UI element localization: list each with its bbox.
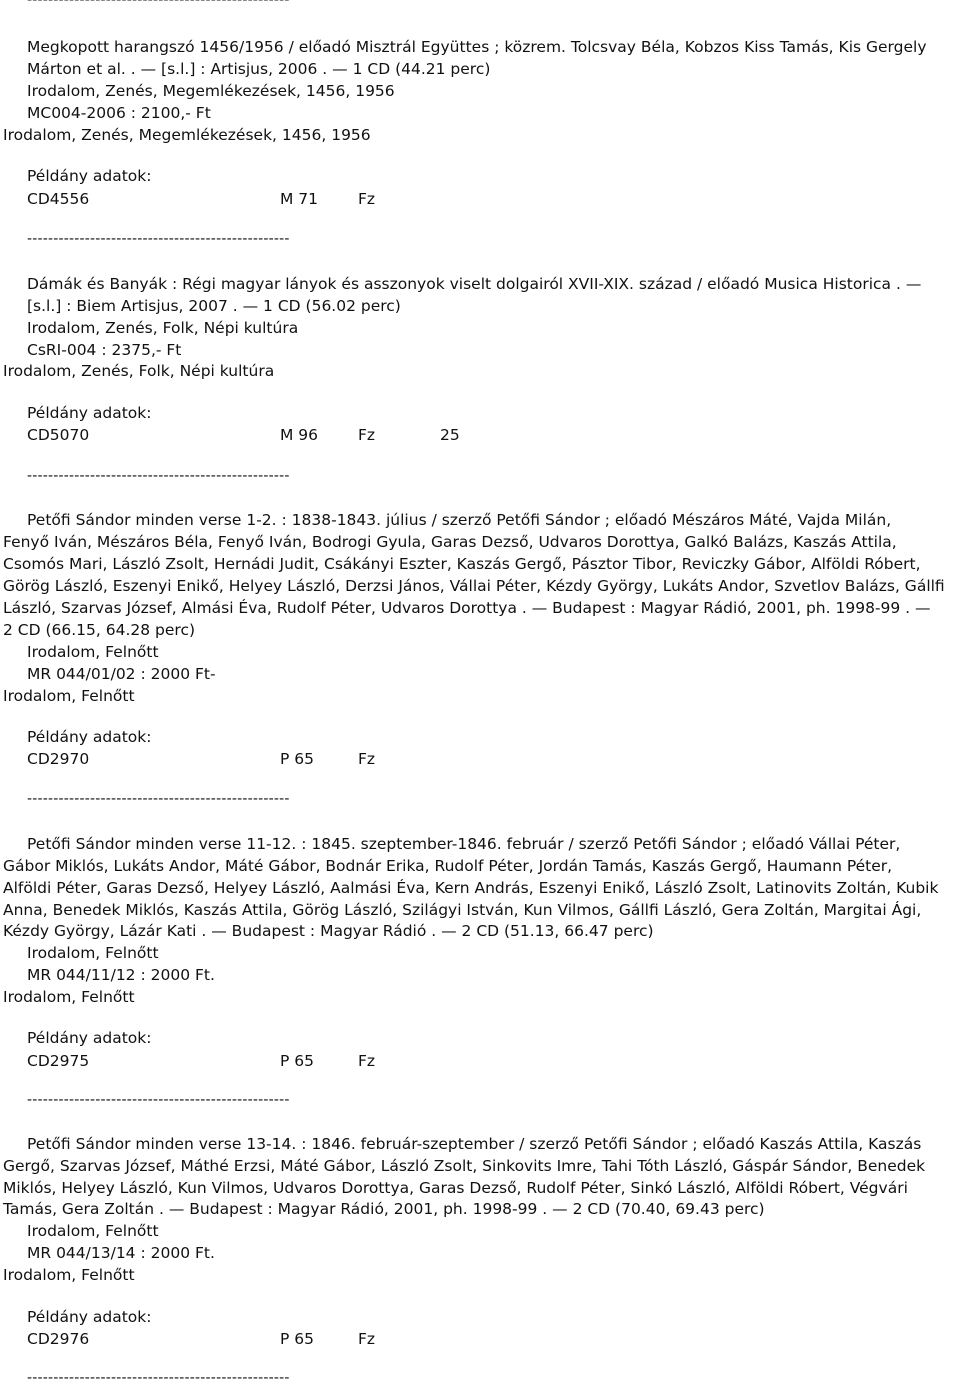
copy-shelf: P 65 — [280, 1052, 314, 1070]
copy-shelf: M 96 — [280, 426, 319, 444]
copy-code: CD2976 — [27, 1330, 90, 1348]
copy-type: Fz — [358, 426, 376, 444]
entry-title-line: Anna, Benedek Miklós, Kaszás Attila, Görög László, Szilágyi István, Kun Vilmos, Gállfi László, Gera Zoltán, Margitai Ági, — [3, 901, 922, 919]
entry-price: MR 044/11/12 : 2000 Ft. — [27, 966, 215, 984]
entry-title-line: Alföldi Péter, Garas Dezső, Helyey László, Aalmási Éva, Kern András, Eszenyi Enikő, László Zsolt, Latinovits Zoltán, Kubik — [3, 879, 939, 897]
entry-title-line: Márton et al. . — [s.l.] : Artisjus, 2006 . — 1 CD (44.21 perc) — [27, 60, 491, 78]
separator-line: -------------------------------------------------- — [27, 791, 290, 807]
separator-line: -------------------------------------------------- — [27, 468, 290, 484]
copy-shelf: P 65 — [280, 1330, 314, 1348]
separator-line: -------------------------------------------------- — [27, 231, 290, 247]
entry-subject-heading: Irodalom, Zenés, Folk, Népi kultúra — [3, 362, 275, 380]
entry-title-line: Petőfi Sándor minden verse 1-2. : 1838-1843. július / szerző Petőfi Sándor ; előadó Mészáros Máté, Vajda Milán, — [27, 511, 892, 529]
entry-price: CsRI-004 : 2375,- Ft — [27, 341, 182, 359]
copy-data-label: Példány adatok: — [27, 167, 152, 185]
copy-type: Fz — [358, 1052, 376, 1070]
copy-code: CD2975 — [27, 1052, 90, 1070]
copy-data-label: Példány adatok: — [27, 404, 152, 422]
entry-subject: Irodalom, Felnőtt — [27, 944, 159, 962]
entry-subject: Irodalom, Felnőtt — [27, 643, 159, 661]
separator-line: -------------------------------------------------- — [27, 1092, 290, 1108]
entry-subject-heading: Irodalom, Felnőtt — [3, 687, 135, 705]
copy-type: Fz — [358, 750, 376, 768]
separator-line: -------------------------------------------------- — [27, 1370, 290, 1386]
entry-title-line: Kézdy György, Lázár Kati . — Budapest : Magyar Rádió . — 2 CD (51.13, 66.47 perc) — [3, 922, 654, 940]
entry-title-line: Miklós, Helyey László, Kun Vilmos, Udvaros Dorottya, Garas Dezső, Rudolf Péter, Sinkó László, Alföldi Róbert, Végvári — [3, 1179, 908, 1197]
entry-title-line: Gergő, Szarvas József, Máthé Erzsi, Máté Gábor, László Zsolt, Sinkovits Imre, Tahi Tóth László, Gáspár Sándor, Benedek — [3, 1157, 926, 1175]
entry-title-line: [s.l.] : Biem Artisjus, 2007 . — 1 CD (56.02 perc) — [27, 297, 401, 315]
copy-type: Fz — [358, 190, 376, 208]
entry-subject-heading: Irodalom, Felnőtt — [3, 988, 135, 1006]
copy-data-label: Példány adatok: — [27, 1029, 152, 1047]
entry-title-line: Petőfi Sándor minden verse 11-12. : 1845. szeptember-1846. február / szerző Petőfi Sándor ; előadó Vállai Péter, — [27, 835, 901, 853]
copy-data-label: Példány adatok: — [27, 728, 152, 746]
entry-title-line: Fenyő Iván, Mészáros Béla, Fenyő Iván, Bodrogi Gyula, Garas Dezső, Udvaros Dorottya, Galkó Balázs, Kaszás Attila, — [3, 533, 897, 551]
entry-title-line: Petőfi Sándor minden verse 13-14. : 1846. február-szeptember / szerző Petőfi Sándor ; előadó Kaszás Attila, Kaszás — [27, 1135, 922, 1153]
separator-line: -------------------------------------------------- — [27, 0, 290, 8]
copy-count: 25 — [440, 426, 460, 444]
copy-type: Fz — [358, 1330, 376, 1348]
entry-title-line: 2 CD (66.15, 64.28 perc) — [3, 621, 196, 639]
copy-data-label: Példány adatok: — [27, 1308, 152, 1326]
entry-subject-heading: Irodalom, Zenés, Megemlékezések, 1456, 1956 — [3, 126, 371, 144]
entry-title-line: Tamás, Gera Zoltán . — Budapest : Magyar Rádió, 2001, ph. 1998-99 . — 2 CD (70.40, 69.43 perc) — [3, 1200, 765, 1218]
copy-shelf: P 65 — [280, 750, 314, 768]
entry-price: MR 044/13/14 : 2000 Ft. — [27, 1244, 215, 1262]
entry-title-line: Görög László, Eszenyi Enikő, Helyey László, Derzsi János, Vállai Péter, Kézdy György, Lukáts Andor, Szvetlov Balázs, Gállfi — [3, 577, 945, 595]
entry-subject: Irodalom, Zenés, Folk, Népi kultúra — [27, 319, 299, 337]
entry-price: MC004-2006 : 2100,- Ft — [27, 104, 211, 122]
entry-title-line: László, Szarvas József, Almási Éva, Rudolf Péter, Udvaros Dorottya . — Budapest : Magyar Rádió, 2001, ph. 1998-99 . — — [3, 599, 931, 617]
entry-subject-heading: Irodalom, Felnőtt — [3, 1266, 135, 1284]
entry-subject: Irodalom, Felnőtt — [27, 1222, 159, 1240]
entry-subject: Irodalom, Zenés, Megemlékezések, 1456, 1956 — [27, 82, 395, 100]
entry-price: MR 044/01/02 : 2000 Ft- — [27, 665, 216, 683]
copy-shelf: M 71 — [280, 190, 319, 208]
entry-title-line: Dámák és Banyák : Régi magyar lányok és asszonyok viselt dolgairól XVII-XIX. század / előadó Musica Historica . — — [27, 275, 922, 293]
copy-code: CD2970 — [27, 750, 90, 768]
copy-code: CD5070 — [27, 426, 90, 444]
copy-code: CD4556 — [27, 190, 90, 208]
entry-title-line: Megkopott harangszó 1456/1956 / előadó Misztrál Együttes ; közrem. Tolcsvay Béla, Kobzos Kiss Tamás, Kis Gergely — [27, 38, 927, 56]
entry-title-line: Csomós Mari, László Zsolt, Hernádi Judit, Csákányi Eszter, Kaszás Gergő, Pásztor Tibor, Reviczky Gábor, Alföldi Róbert, — [3, 555, 921, 573]
entry-title-line: Gábor Miklós, Lukáts Andor, Máté Gábor, Bodnár Erika, Rudolf Péter, Jordán Tamás, Kaszás Gergő, Haumann Péter, — [3, 857, 893, 875]
